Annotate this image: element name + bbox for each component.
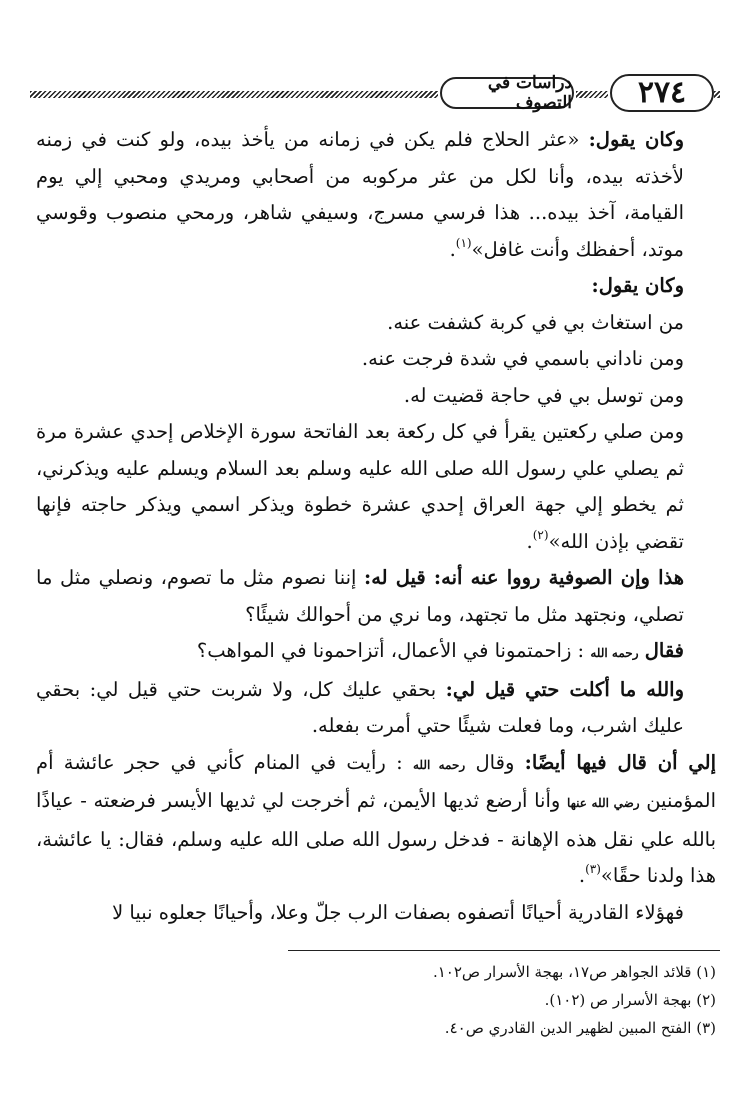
paragraph-text: فهؤلاء القادرية أحيانًا أتصفوه بصفات الرب جلّ وعلا، وأحيانًا جعلوه نبيا لا xyxy=(112,900,684,924)
paragraph-end: . xyxy=(578,864,586,887)
paragraph-text: : زاحمتمونا في الأعمال، أتزاحمونا في المواهب؟ xyxy=(196,639,591,662)
paragraph xyxy=(36,122,716,268)
paragraph-text: وقال xyxy=(465,750,525,774)
honorific-ligature: رضي الله عنها xyxy=(566,796,640,810)
honorific-ligature: رحمه الله xyxy=(412,757,466,772)
footnote-ref: (٣) xyxy=(585,862,601,876)
paragraph-text: وأنا أرضع ثديها الأيمن، ثم أخرجت لي ثديها الأيسر فرضعته - عياذًا بالله علي نقل هذه الإهانة - فدخل رسول الله صلى الله عليه وسلم، فقال: يا عائشة، هذا ولدنا حقًا» xyxy=(36,789,716,887)
paragraph-text: : رأيت في المنام كأني في حجر عائشة أم المؤمنين xyxy=(36,750,716,812)
paragraph-end: . xyxy=(526,529,533,553)
footnote: (١) قلائد الجواهر ص١٧، بهجة الأسرار ص١٠٢. xyxy=(432,963,716,981)
header-ornament-rule xyxy=(576,91,608,98)
paragraph xyxy=(36,895,716,932)
footnote: (٣) الفتح المبين لظهير الدين القادري ص٤٠. xyxy=(444,1019,716,1037)
paragraph-text: من استغاث بي في كربة كشفت عنه. xyxy=(387,310,684,334)
footnotes xyxy=(36,958,716,1042)
paragraph xyxy=(36,341,716,378)
paragraph-text: «عثر الحلاج فلم يكن في زمانه من يأخذ بيده، ولو كنت في زمنه لأخذته بيده، وأنا لكل من عثر مركوبه من أصحابي ومريدي ومحبي إلي يوم القيامة، آخذ بيده... هذا فرسي مسرج، وسيفي شاهر، ورمحي منصوب وقوسي موتد، أحفظك وأنت غافل» xyxy=(36,128,684,261)
paragraph-text: ومن توسل بي في حاجة قضيت له. xyxy=(403,383,684,407)
paragraph xyxy=(36,378,716,415)
paragraph xyxy=(36,745,716,895)
honorific-ligature: رحمه الله xyxy=(590,646,639,660)
paragraph-lead: هذا وإن الصوفية رووا عنه أنه: قيل له: xyxy=(364,566,685,589)
paragraph xyxy=(36,268,716,305)
paragraph-text: ومن صلي ركعتين يقرأ في كل ركعة بعد الفاتحة سورة الإخلاص إحدي عشرة مرة ثم يصلي علي رسول الله صلى الله عليه وسلم بعد السلام ويسلم عليه ويذكرني، ثم يخطو إلي جهة العراق إحدي عشرة خطوة ويذكر اسمي ويذكر حاجته فإنها تقضي بإذن الله» xyxy=(36,420,684,553)
paragraph xyxy=(36,672,716,745)
footnote-ref: (١) xyxy=(455,235,472,250)
main-text xyxy=(36,122,716,931)
header-ornament-rule xyxy=(714,91,720,98)
paragraph-text: بحقي عليك كل، ولا شربت حتي قيل لي: بحقي عليك اشرب، وما فعلت شيئًا حتي أمرت بفعله. xyxy=(36,677,684,737)
footnote-ref: (٢) xyxy=(532,527,549,542)
footnote-separator xyxy=(288,950,720,951)
paragraph-lead: وكان يقول: xyxy=(588,128,685,151)
running-title: دراسات في التصوف xyxy=(440,77,574,109)
paragraph-lead: وكان يقول: xyxy=(591,274,684,297)
paragraph-lead: والله ما أكلت حتي قيل لي: xyxy=(445,677,684,701)
paragraph xyxy=(36,305,716,342)
paragraph-lead: إلي أن قال فيها أيضًا: xyxy=(524,750,716,774)
page-number: ٢٧٤ xyxy=(610,74,714,112)
paragraph xyxy=(36,633,716,672)
paragraph xyxy=(36,560,716,633)
paragraph-text: إننا نصوم مثل ما تصوم، ونصلي مثل ما تصلي، ونجتهد مثل ما تجتهد، وما نري من أحوالك شيئًا؟ xyxy=(36,566,684,626)
header-ornament-rule xyxy=(30,91,438,98)
paragraph xyxy=(36,414,716,560)
page-header xyxy=(30,74,720,114)
paragraph-end: . xyxy=(449,237,456,261)
footnote: (٢) بهجة الأسرار ص (١٠٢). xyxy=(544,991,716,1009)
paragraph-text: ومن ناداني باسمي في شدة فرجت عنه. xyxy=(361,347,684,370)
paragraph-lead: فقال xyxy=(644,639,684,662)
